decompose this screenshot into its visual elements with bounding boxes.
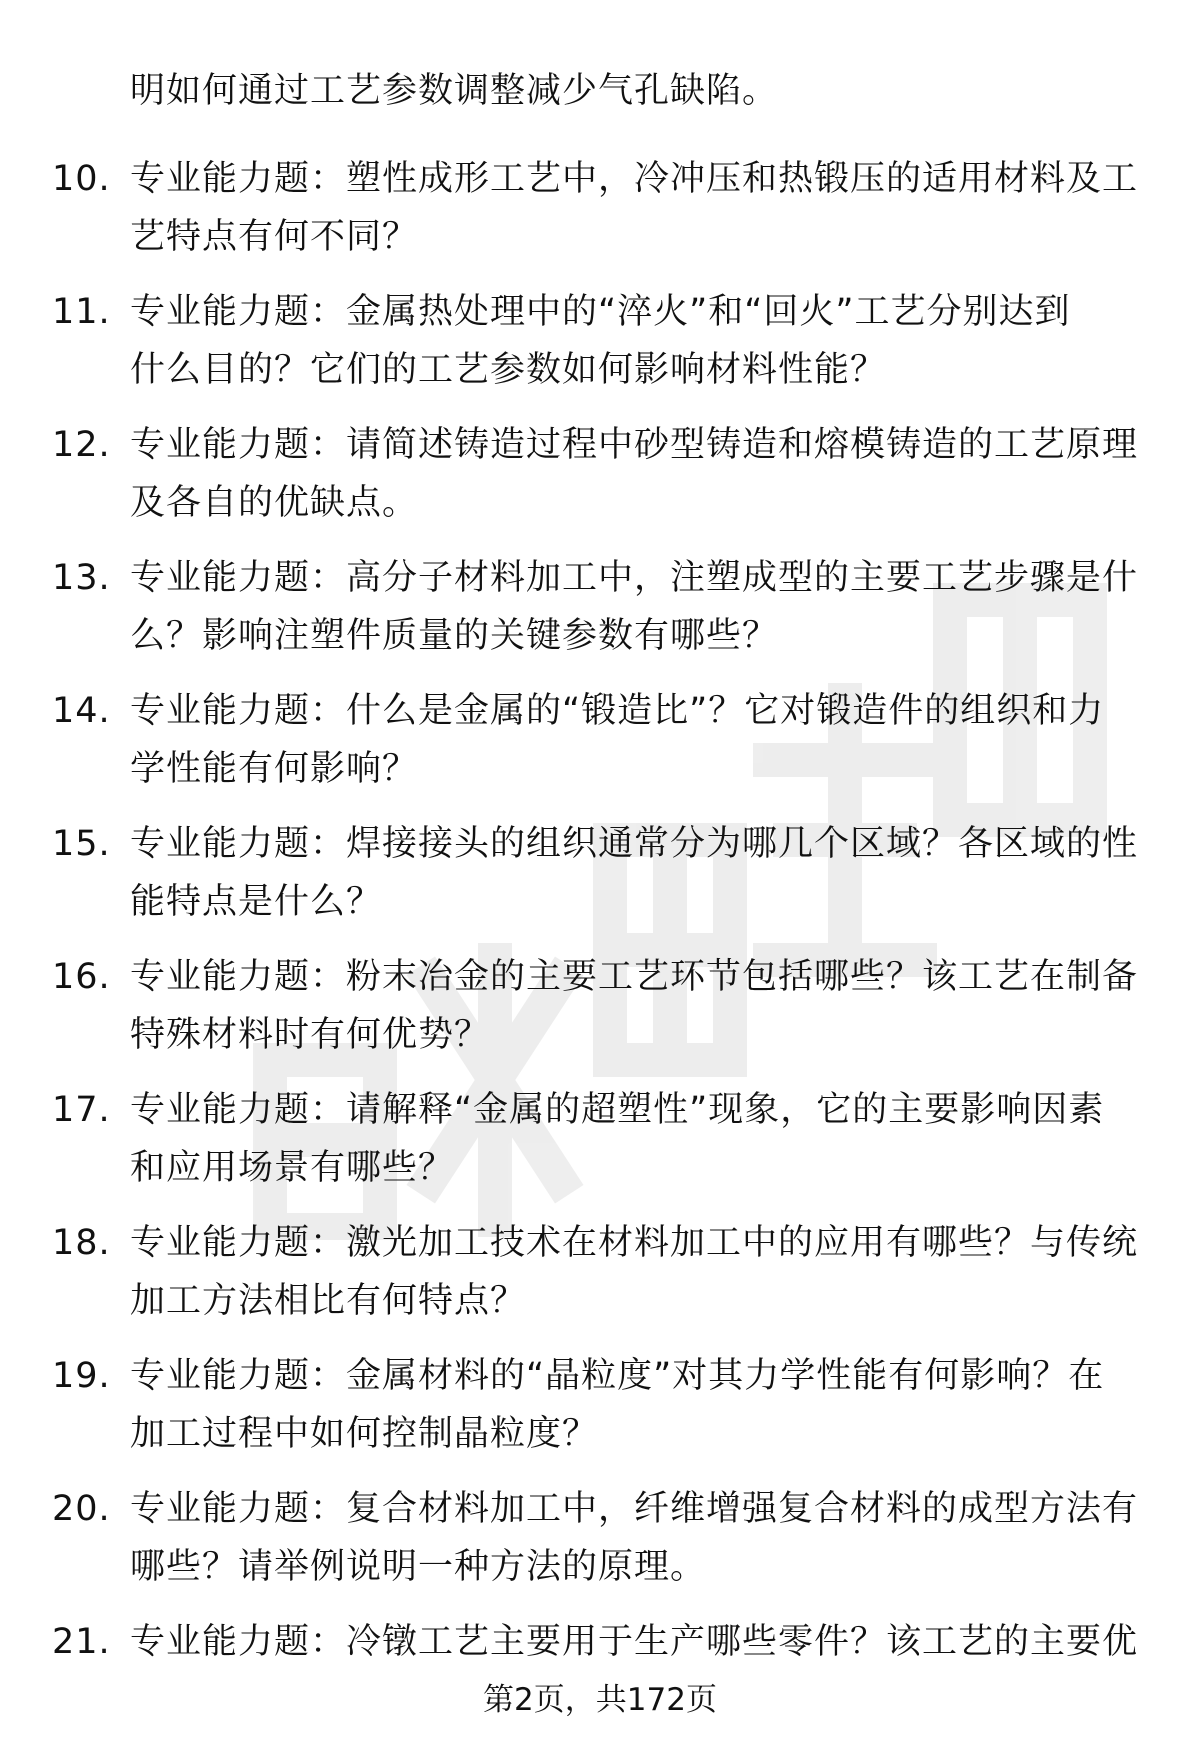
question-text (130, 815, 1140, 931)
question-text (130, 948, 1140, 1064)
question-line: 专业能力题：请简述铸造过程中砂型铸造和熔模铸造的工艺原理 (130, 425, 1139, 465)
question-item (0, 682, 1200, 815)
question-item (0, 1081, 1200, 1214)
question-number: 11. (52, 292, 111, 332)
question-text (130, 416, 1140, 532)
question-line: 专业能力题：复合材料加工中，纤维增强复合材料的成型方法有 (130, 1489, 1139, 1529)
page-footer: 第2页，共172页 (483, 1682, 717, 1718)
question-line: 学性能有何影响？ (130, 749, 419, 789)
question-number: 15. (52, 824, 111, 864)
question-text (130, 682, 1140, 798)
question-text (130, 1613, 1140, 1671)
question-line: 专业能力题：塑性成形工艺中，冷冲压和热锻压的适用材料及工 (130, 159, 1139, 199)
question-number: 19. (52, 1356, 111, 1396)
question-line: 加工方法相比有何特点？ (130, 1281, 527, 1321)
question-line: 能特点是什么？ (130, 882, 383, 922)
question-line: 哪些？请举例说明一种方法的原理。 (130, 1547, 707, 1587)
question-line: 什么目的？它们的工艺参数如何影响材料性能？ (130, 350, 887, 390)
question-number: 16. (52, 957, 111, 997)
question-number: 20. (52, 1489, 111, 1529)
question-text (130, 1480, 1140, 1596)
question-list (0, 150, 1200, 1746)
question-text (130, 1347, 1140, 1463)
question-line: 及各自的优缺点。 (130, 483, 419, 523)
question-number: 12. (52, 425, 111, 465)
question-item (0, 283, 1200, 416)
question-line: 加工过程中如何控制晶粒度？ (130, 1414, 599, 1454)
question-line: 专业能力题：焊接接头的组织通常分为哪几个区域？各区域的性 (130, 824, 1139, 864)
question-number: 18. (52, 1223, 111, 1263)
question-text (130, 549, 1140, 665)
question-line: 专业能力题：激光加工技术在材料加工中的应用有哪些？与传统 (130, 1223, 1139, 1263)
question-text (130, 283, 1140, 399)
question-item (0, 150, 1200, 283)
question-number: 14. (52, 691, 111, 731)
question-line: 专业能力题：金属材料的“晶粒度”对其力学性能有何影响？在 (130, 1356, 1105, 1396)
question-number: 21. (52, 1622, 111, 1662)
question-line: 专业能力题：粉末冶金的主要工艺环节包括哪些？该工艺在制备 (130, 957, 1139, 997)
question-text (130, 1081, 1140, 1197)
question-line: 专业能力题：高分子材料加工中，注塑成型的主要工艺步骤是什 (130, 558, 1139, 598)
continuation-text: 明如何通过工艺参数调整减少气孔缺陷。 (130, 71, 779, 111)
question-line: 和应用场景有哪些？ (130, 1148, 455, 1188)
question-item (0, 948, 1200, 1081)
question-item (0, 1347, 1200, 1480)
question-item (0, 1214, 1200, 1347)
question-line: 专业能力题：请解释“金属的超塑性”现象，它的主要影响因素 (130, 1090, 1105, 1130)
question-item (0, 549, 1200, 682)
question-line: 专业能力题：冷镦工艺主要用于生产哪些零件？该工艺的主要优 (130, 1622, 1139, 1662)
question-line: 专业能力题：什么是金属的“锻造比”？它对锻造件的组织和力 (130, 691, 1105, 731)
question-line: 艺特点有何不同？ (130, 217, 419, 257)
question-item (0, 815, 1200, 948)
question-item (0, 416, 1200, 549)
question-line: 专业能力题：金属热处理中的“淬火”和“回火”工艺分别达到 (130, 292, 1071, 332)
question-number: 13. (52, 558, 111, 598)
question-number: 10. (52, 159, 111, 199)
question-line: 么？影响注塑件质量的关键参数有哪些？ (130, 616, 779, 656)
question-text (130, 150, 1140, 266)
question-item (0, 1480, 1200, 1613)
question-line: 特殊材料时有何优势？ (130, 1015, 491, 1055)
question-text (130, 1214, 1140, 1330)
question-number: 17. (52, 1090, 111, 1130)
